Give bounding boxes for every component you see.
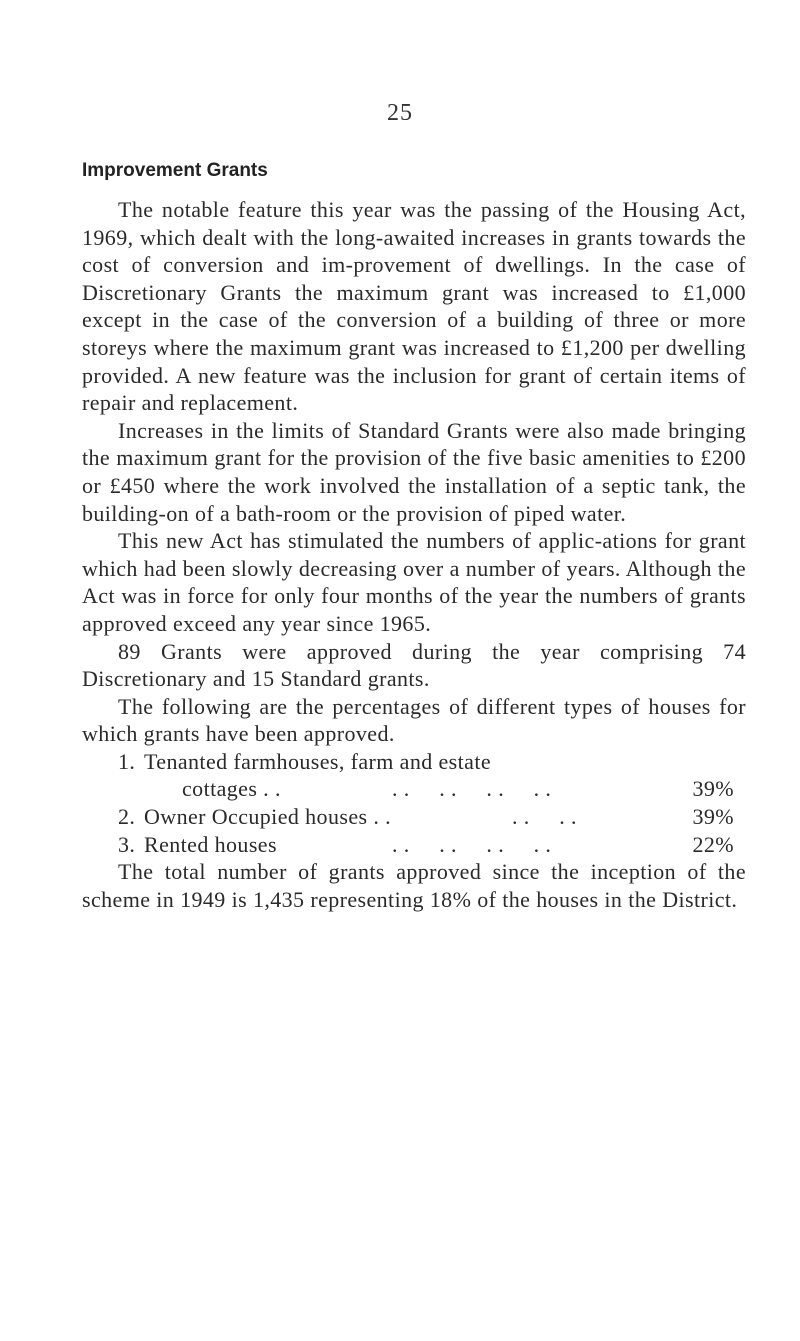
list-item-label: Rented houses [144,831,277,857]
list-item-label: Owner Occupied houses . . [144,804,392,830]
list-item-continuation [82,775,746,803]
paragraph-housing-act: The notable feature this year was the passing of the Housing Act, 1969, which dealt with the long-awaited increases in grants towards the cost of conversion and im-provement of dwellings. In the case of Discretionary Grants the maximum grant was increased to £1,000 except in the case of the conversion of a building of three or more storeys where the maximum grant was increased to £1,200 per dwelling provided. A new feature was the inclusion for grant of certain items of repair and replacement. [82,197,746,416]
list-item [82,803,746,831]
list-item-percent: 39% [692,776,734,802]
section-heading: Improvement Grants [82,160,268,181]
list-item-label: cottages . . [182,776,281,802]
list-item-label: Tenanted farmhouses, farm and estate [144,748,491,774]
leader-dots: . . . . [512,804,577,830]
leader-dots: . . . . . . . . [392,776,552,802]
list-item-percent: 39% [692,804,734,830]
list-item-number: 3. [118,831,136,857]
paragraph-grants-approved: 89 Grants were approved during the year comprising 74 Discretionary and 15 Standard grants. [82,638,746,692]
paragraph-total: The total number of grants approved since the inception of the scheme in 1949 is 1,435 representing 18% of the houses in the District. [82,859,746,912]
list-item-percent: 22% [692,831,734,857]
list-item-number: 2. [118,804,136,830]
page-number: 25 [387,100,413,126]
paragraph-percentages-intro: The following are the percentages of different types of houses for which grants have been approved. [82,693,746,747]
document-body [82,196,746,913]
paragraph-applications: This new Act has stimulated the numbers of applic-ations for grant which had been slowly decreasing over a number of years. Although the Act was in force for only four months of the year the numbers of grants approved exceed any year since 1965. [82,528,746,636]
house-type-list [82,748,746,858]
paragraph-standard-grants: Increases in the limits of Standard Grants were also made bringing the maximum grant for the provision of the five basic amenities to £200 or £450 where the work involved the installation of a septic tank, the building-on of a bath-room or the provision of piped water. [82,417,746,526]
list-item [82,748,746,776]
leader-dots: . . . . . . . . [392,831,552,857]
list-item [82,831,746,859]
list-item-number: 1. [118,748,136,774]
